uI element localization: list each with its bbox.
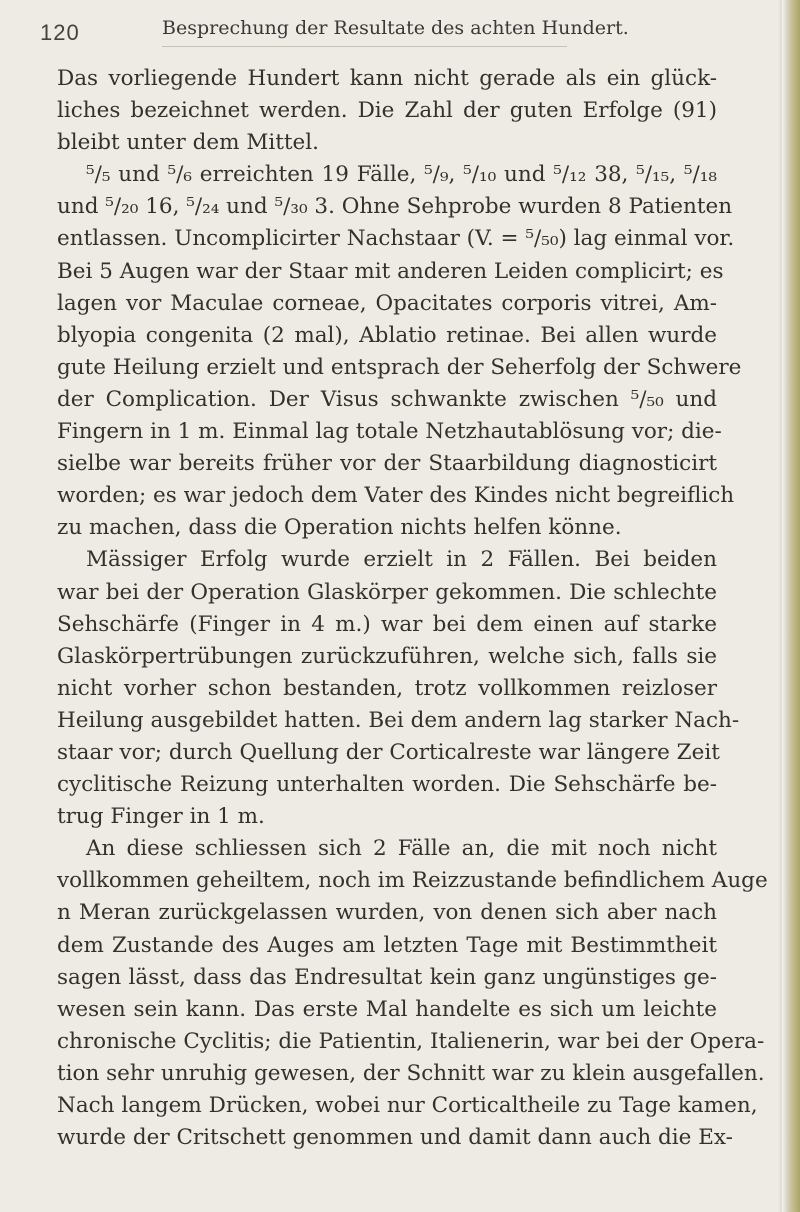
text-line: blyopia congenita (2 mal), Ablatio retinae. Bei allen wurde: [57, 322, 717, 348]
text-line: ⁵/₅ und ⁵/₆ erreichten 19 Fälle, ⁵/₉, ⁵/₁₀ und ⁵/₁₂ 38, ⁵/₁₅, ⁵/₁₈: [86, 162, 717, 188]
text-line: Mässiger Erfolg wurde erzielt in 2 Fällen. Bei beiden: [86, 547, 717, 573]
text-line: Fingern in 1 m. Einmal lag totale Netzhautablösung vor; die-: [57, 419, 722, 445]
text-line: Bei 5 Augen war der Staar mit anderen Leiden complicirt; es: [57, 258, 724, 284]
text-line: nicht vorher schon bestanden, trotz vollkommen reizloser: [57, 675, 717, 701]
text-line: staar vor; durch Quellung der Corticalreste war längere Zeit: [57, 739, 720, 765]
text-line: An diese schliessen sich 2 Fälle an, die mit noch nicht: [86, 836, 717, 862]
text-line: worden; es war jedoch dem Vater des Kindes nicht begreiflich: [57, 483, 735, 509]
text-line: wurde der Critschett genommen und damit dann auch die Ex-: [57, 1125, 733, 1151]
text-line: war bei der Operation Glaskörper gekommen. Die schlechte: [57, 579, 717, 605]
body-text: [57, 63, 768, 1154]
text-line: gute Heilung erzielt und entsprach der Seherfolg der Schwere: [57, 354, 742, 380]
running-title: Besprechung der Resultate des achten Hundert.: [162, 17, 629, 39]
text-line: Sehschärfe (Finger in 4 m.) war bei dem einen auf starke: [57, 611, 717, 637]
text-line: trug Finger in 1 m.: [57, 804, 265, 830]
text-line: chronische Cyclitis; die Patientin, Italienerin, war bei der Opera-: [57, 1028, 765, 1054]
text-line: n Meran zurückgelassen wurden, von denen sich aber nach: [57, 900, 717, 926]
text-line: wesen sein kann. Das erste Mal handelte es sich um leichte: [57, 996, 717, 1022]
page-number: 120: [40, 20, 80, 45]
text-line: tion sehr unruhig gewesen, der Schnitt war zu klein ausgefallen.: [57, 1060, 765, 1086]
text-line: Das vorliegende Hundert kann nicht gerade als ein glück-: [57, 66, 717, 91]
text-line: Heilung ausgebildet hatten. Bei dem andern lag starker Nach-: [57, 707, 740, 733]
text-line: Glaskörpertrübungen zurückzuführen, welche sich, falls sie: [57, 643, 717, 669]
text-line: zu machen, dass die Operation nichts helfen könne.: [57, 515, 622, 541]
text-line: Nach langem Drücken, wobei nur Corticaltheile zu Tage kamen,: [57, 1093, 758, 1118]
text-line: lagen vor Maculae corneae, Opacitates corporis vitrei, Am-: [57, 290, 717, 316]
text-line: cyclitische Reizung unterhalten worden. Die Sehschärfe be-: [57, 772, 717, 798]
text-line: vollkommen geheiltem, noch im Reizzustande befindlichem Auge: [57, 868, 768, 894]
book-page-edge: [782, 0, 800, 1212]
header-rule: [162, 46, 567, 47]
text-line: sagen lässt, dass das Endresultat kein ganz ungünstiges ge-: [57, 964, 717, 990]
text-line: liches bezeichnet werden. Die Zahl der guten Erfolge (91): [57, 98, 717, 124]
text-line: bleibt unter dem Mittel.: [57, 130, 319, 156]
text-line: sielbe war bereits früher vor der Staarbildung diagnosticirt: [57, 451, 717, 477]
text-line: und ⁵/₂₀ 16, ⁵/₂₄ und ⁵/₃₀ 3. Ohne Sehprobe wurden 8 Patienten: [57, 194, 733, 220]
text-line: entlassen. Uncomplicirter Nachstaar (V. = ⁵/₅₀) lag einmal vor.: [57, 226, 735, 252]
text-line: dem Zustande des Auges am letzten Tage mit Bestimmtheit: [57, 932, 717, 958]
text-line: der Complication. Der Visus schwankte zwischen ⁵/₅₀ und: [57, 386, 717, 412]
